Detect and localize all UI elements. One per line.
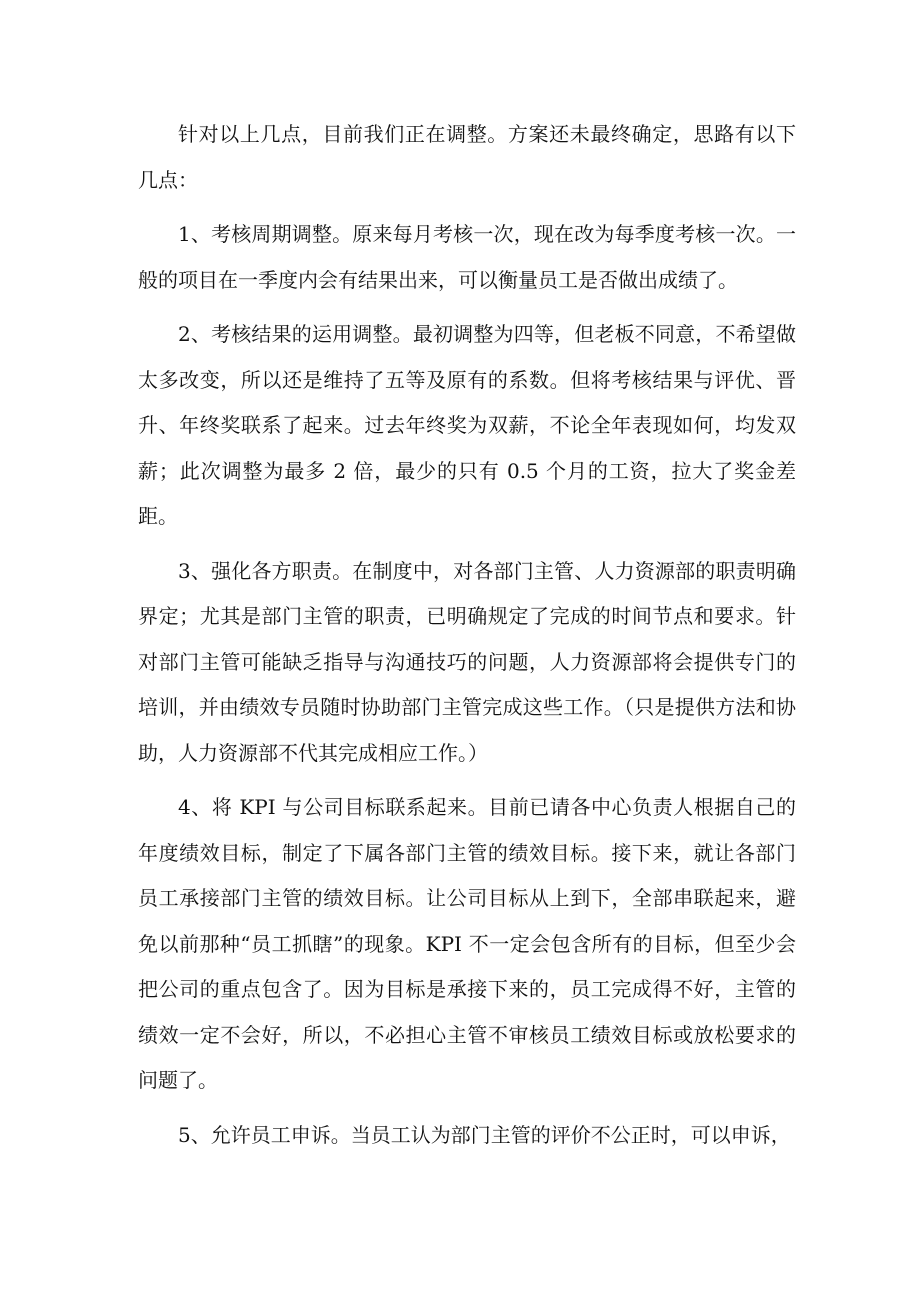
paragraph-intro: 针对以上几点，目前我们正在调整。方案还未最终确定，思路有以下几点： [138,122,796,192]
document-body [138,112,796,1167]
paragraph-point-4: 4、将 KPI 与公司目标联系起来。目前已请各中心负责人根据自己的年度绩效目标，制定了下属各部门主管的绩效目标。接下来，就让各部门员工承接部门主管的绩效目标。让公司目标从上到下，全部串联起来，避免以前那种“员工抓瞎”的现象。KPI 不一定会包含所有的目标，但至少会把公司的重点包含了。因为目标是承接下来的，员工完成得不好，主管的绩效一定不会好，所以，不必担心主管不审核员工绩效目标或放松要求的问题了。 [138,795,796,1092]
paragraph-point-3: 3、强化各方职责。在制度中，对各部门主管、人力资源部的职责明确界定；尤其是部门主管的职责，已明确规定了完成的时间节点和要求。针对部门主管可能缺乏指导与沟通技巧的问题，人力资源部将会提供专门的培训，并由绩效专员随时协助部门主管完成这些工作。（只是提供方法和协助，人力资源部不代其完成相应工作。） [138,558,796,765]
paragraph-point-2: 2、考核结果的运用调整。最初调整为四等，但老板不同意，不希望做太多改变，所以还是维持了五等及原有的系数。但将考核结果与评优、晋升、年终奖联系了起来。过去年终奖为双薪，不论全年表现如何，均发双薪；此次调整为最多 2 倍，最少的只有 0.5 个月的工资，拉大了奖金差距。 [138,322,796,528]
paragraph-point-1: 1、考核周期调整。原来每月考核一次，现在改为每季度考核一次。一般的项目在一季度内会有结果出来，可以衡量员工是否做出成绩了。 [138,222,796,292]
paragraph-point-5: 5、允许员工申诉。当员工认为部门主管的评价不公正时，可以申诉， [178,1122,791,1147]
